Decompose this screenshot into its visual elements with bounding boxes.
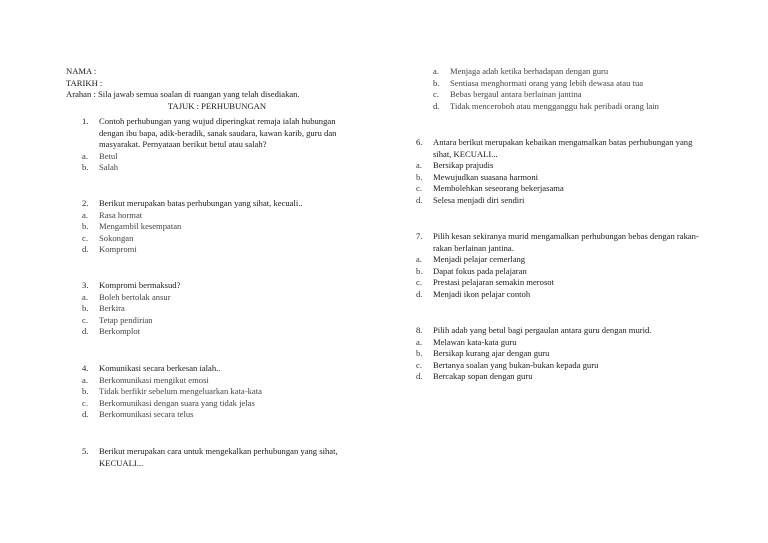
- option-text: Bertanya soalan yang bukan-bukan kepada guru: [433, 359, 599, 370]
- option-letter: d.: [416, 194, 423, 205]
- option-letter: a.: [82, 209, 88, 220]
- question-text: Antara berikut merupakan kebaikan mengamalkan batas perhubungan yang sihat, KECUALI...: [433, 137, 693, 159]
- question-stem: [82, 446, 352, 469]
- option-text: Bersikap kurang ajar dengan guru: [433, 348, 550, 359]
- option-letter: b.: [82, 303, 89, 314]
- option-b: [416, 172, 706, 184]
- option-list: [82, 151, 352, 174]
- option-c: [82, 315, 352, 327]
- option-c: [82, 233, 352, 245]
- option-a: [82, 151, 352, 163]
- option-b: [416, 266, 706, 278]
- option-d: [416, 371, 706, 383]
- option-letter: b.: [82, 162, 89, 173]
- option-d: [82, 244, 352, 256]
- option-a: [433, 66, 723, 78]
- question-number: 3.: [82, 280, 89, 290]
- option-letter: c.: [433, 89, 439, 100]
- option-c: [416, 183, 706, 195]
- option-text: Melawan kata-kata guru: [433, 336, 517, 347]
- option-text: Menjadi ikon pelajar contoh: [433, 288, 531, 299]
- option-text: Dapat fokus pada pelajaran: [433, 265, 527, 276]
- option-letter: b.: [82, 221, 89, 232]
- option-text: Tidak berfikir sebelum mengeluarkan kata-kata: [99, 386, 262, 397]
- question-6: [416, 137, 706, 207]
- option-list: [416, 160, 706, 206]
- option-letter: d.: [82, 244, 89, 255]
- option-letter: d.: [416, 288, 423, 299]
- option-letter: c.: [82, 397, 88, 408]
- question-text: Pilih adab yang betul bagi pergaulan antara guru dengan murid.: [433, 325, 652, 335]
- option-letter: c.: [82, 232, 88, 243]
- option-c: [433, 89, 723, 101]
- option-letter: d.: [433, 100, 440, 111]
- option-text: Berkomunikasi mengikut emosi: [99, 374, 209, 385]
- option-text: Berkomunikasi secara telus: [99, 409, 194, 420]
- date-label: TARIKH :: [66, 77, 103, 88]
- question-text: Komunikasi secara berkesan ialah..: [99, 363, 221, 373]
- option-text: Berkira: [99, 303, 125, 314]
- question-5: [82, 446, 352, 469]
- option-list: [82, 292, 352, 338]
- worksheet-header: [66, 66, 366, 112]
- option-list: [82, 375, 352, 421]
- question-5-options-continued: [433, 66, 723, 112]
- option-d: [82, 326, 352, 338]
- option-letter: a.: [82, 150, 88, 161]
- option-text: Sentiasa menghormati orang yang lebih dewasa atau tua: [450, 77, 644, 88]
- option-text: Selesa menjadi diri sendiri: [433, 194, 525, 205]
- option-c: [82, 398, 352, 410]
- question-3: [82, 280, 352, 338]
- option-list: [82, 210, 352, 256]
- question-text: Berikut merupakan cara untuk mengekalkan perhubungan yang sihat, KECUALI...: [99, 446, 338, 468]
- option-text: Membolehkan seseorang bekerjasama: [433, 183, 564, 194]
- question-stem: [416, 137, 706, 160]
- option-a: [82, 210, 352, 222]
- option-text: Mengambil kesempatan: [99, 221, 182, 232]
- question-number: 6.: [416, 137, 423, 147]
- question-number: 4.: [82, 363, 89, 373]
- option-text: Bercakap sopan dengan guru: [433, 371, 533, 382]
- option-letter: b.: [416, 171, 423, 182]
- question-1: [82, 116, 352, 174]
- option-d: [433, 101, 723, 113]
- question-stem: [82, 198, 352, 210]
- option-a: [82, 375, 352, 387]
- question-7: [416, 231, 706, 301]
- option-text: Betul: [99, 150, 118, 161]
- option-list: [416, 254, 706, 300]
- question-stem: [82, 280, 352, 292]
- option-c: [416, 360, 706, 372]
- question-stem: [416, 325, 706, 337]
- option-letter: b.: [433, 77, 440, 88]
- option-text: Mewujudkan suasana harmoni: [433, 171, 539, 182]
- question-text: Contoh perhubungan yang wujud diperingkat remaja ialah hubungan dengan ibu bapa, adik-beradik, sanak saudara, kawan karib, guru dan masyarakat. Pernyataan berikut betul atau salah?: [99, 116, 337, 150]
- question-stem: [82, 116, 352, 151]
- question-text: Berikut merupakan batas perhubungan yang sihat, kecuali..: [99, 198, 303, 208]
- question-number: 8.: [416, 325, 423, 335]
- option-text: Sokongan: [99, 232, 134, 243]
- option-d: [416, 289, 706, 301]
- option-letter: d.: [82, 326, 89, 337]
- option-text: Rasa hormat: [99, 209, 143, 220]
- option-letter: d.: [82, 409, 89, 420]
- option-d: [82, 409, 352, 421]
- option-letter: a.: [416, 160, 422, 171]
- topic-title: TAJUK : PERHUBUNGAN: [167, 100, 267, 111]
- option-a: [82, 292, 352, 304]
- option-letter: a.: [82, 374, 88, 385]
- question-4: [82, 363, 352, 421]
- option-a: [416, 160, 706, 172]
- option-b: [82, 221, 352, 233]
- option-letter: a.: [416, 254, 422, 265]
- option-list: [433, 66, 723, 112]
- option-text: Berkomplot: [99, 326, 141, 337]
- option-letter: c.: [416, 359, 422, 370]
- option-text: Salah: [99, 162, 119, 173]
- question-stem: [416, 231, 706, 254]
- option-c: [416, 277, 706, 289]
- question-number: 2.: [82, 198, 89, 208]
- question-stem: [82, 363, 352, 375]
- option-text: Bebas bergaul antara berlainan jantina: [450, 89, 582, 100]
- option-text: Berkomunikasi dengan suara yang tidak jelas: [99, 397, 255, 408]
- option-letter: c.: [416, 183, 422, 194]
- option-b: [433, 78, 723, 90]
- option-b: [416, 348, 706, 360]
- option-d: [416, 195, 706, 207]
- option-letter: a.: [416, 336, 422, 347]
- option-text: Boleh bertolak ansur: [99, 291, 171, 302]
- option-letter: c.: [82, 314, 88, 325]
- option-a: [416, 254, 706, 266]
- option-text: Tetap pendirian: [99, 314, 153, 325]
- option-a: [416, 337, 706, 349]
- option-letter: a.: [433, 66, 439, 76]
- option-letter: b.: [416, 265, 423, 276]
- option-list: [416, 337, 706, 383]
- question-2: [82, 198, 352, 256]
- question-number: 5.: [82, 446, 89, 456]
- option-letter: b.: [416, 348, 423, 359]
- question-8: [416, 325, 706, 383]
- option-text: Menjaga adab ketika berhadapan dengan guru: [450, 66, 609, 76]
- option-b: [82, 386, 352, 398]
- question-text: Pilih kesan sekiranya murid mengamalkan perhubungan bebas dengan rakan-rakan berlainan jantina.: [433, 231, 699, 253]
- option-text: Prestasi pelajaran semakin merosot: [433, 277, 554, 288]
- option-text: Kompromi: [99, 244, 137, 255]
- question-number: 7.: [416, 231, 423, 241]
- option-letter: d.: [416, 371, 423, 382]
- question-number: 1.: [82, 116, 89, 126]
- question-text: Kompromi bermaksud?: [99, 280, 181, 290]
- option-b: [82, 162, 352, 174]
- option-letter: b.: [82, 386, 89, 397]
- option-text: Tidak menceroboh atau mengganggu hak peribadi orang lain: [450, 100, 659, 111]
- option-b: [82, 303, 352, 315]
- option-letter: c.: [416, 277, 422, 288]
- option-text: Menjadi pelajar cemerlang: [433, 254, 526, 265]
- option-letter: a.: [82, 291, 88, 302]
- name-label: NAMA :: [66, 66, 97, 76]
- option-text: Bersikap prajudis: [433, 160, 494, 171]
- instructions: Arahan : Sila jawab semua soalan di ruangan yang telah disediakan.: [66, 89, 300, 100]
